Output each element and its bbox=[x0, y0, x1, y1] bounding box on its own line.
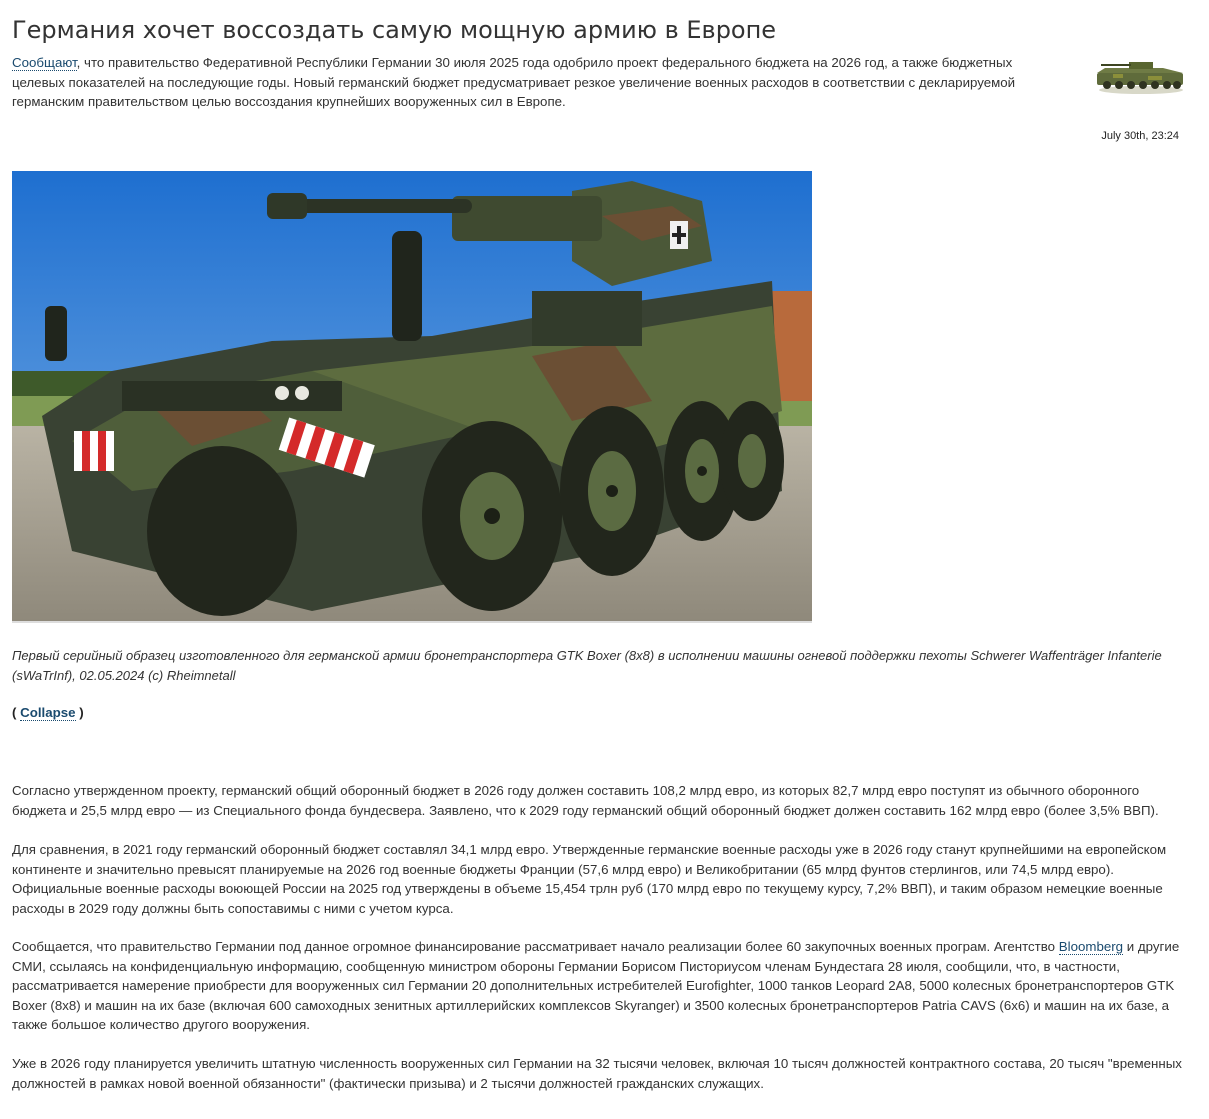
lead-text: , что правительство Федеративной Республики Германии 30 июля 2025 года одобрило проект федерального бюджета на 2026 год, а также бюджетных целевых показателей на последующие годы. Новый германский бюджет предусматривает резкое увеличение военных расходов в соответствии с декларируемой германским правительством целью воссоздания крупнейших вооруженных сил в Европе. bbox=[12, 55, 1016, 109]
paragraph-personnel: Уже в 2026 году планируется увеличить штатную численность вооруженных сил Германии на 32 тысячи человек, включая 10 тысяч должностей контрактного состава, 20 тысяч "временных должностей в рамках новой военной обязанности" (фактически призыва) и 2 тысячи должностей гражданских служащих. bbox=[12, 1056, 1182, 1091]
procurement-text-a: Сообщается, что правительство Германии под данное огромное финансирование рассматривает начало реализации более 60 закупочных военных програм. Агентство bbox=[12, 939, 1059, 954]
post-date: July 30th, 23:24 bbox=[1101, 130, 1179, 142]
article-lead bbox=[12, 53, 1052, 112]
procurement-text-b: и другие СМИ, ссылаясь на конфиденциальную информацию, сообщенную министром обороны Германии Борисом Писториусом членам Бундестага 28 июля, сообщили, что, в частности, рассматривается намерение приобрести для вооруженных сил Германии 20 дополнительных истребителей Eurofighter, 1000 танков Leopard 2A8, 5000 колесных бронетранспортеров GTK Boxer (8x8) и машин на их базе (включая 600 самоходных зенитных артиллерийских комплексов Skyranger) и 3500 колесных бронетранспортеров Patria CAVS (6x6) и машин на их базе, а также большое количество другого вооружения. bbox=[12, 939, 1180, 1032]
collapse-link[interactable]: Collapse bbox=[20, 705, 76, 720]
article-photo bbox=[12, 171, 812, 623]
collapse-control bbox=[12, 705, 84, 720]
bloomberg-link[interactable]: Bloomberg bbox=[1058, 939, 1124, 954]
article-title: Германия хочет воссоздать самую мощную армию в Европе bbox=[12, 16, 777, 44]
paragraph-procurement bbox=[12, 937, 1192, 1035]
paragraph-budget: Согласно утвержденном проекту, германский общий оборонный бюджет в 2026 году должен составить 108,2 млрд евро, из которых 82,7 млрд евро поступят из обычного оборонного бюджета и 25,5 млрд евро — из Специального фонда бундесвера. Заявлено, что к 2029 году германский общий оборонный бюджет должен составить 162 млрд евро (более 3,5% ВВП). bbox=[12, 783, 1159, 818]
photo-caption: Первый серийный образец изготовленного для германской армии бронетранспортера GTK Boxer (8x8) в исполнении машины огневой поддержки пехоты Schwerer Waffenträger Infanterie (sWaTrInf), 02.05.2024 (c) Rheimnetall bbox=[12, 648, 1162, 683]
collapse-open-paren: ( bbox=[12, 705, 21, 720]
tank-icon[interactable] bbox=[1093, 54, 1189, 96]
collapse-close-paren: ) bbox=[75, 705, 84, 720]
paragraph-comparison: Для сравнения, в 2021 году германский оборонный бюджет составлял 34,1 млрд евро. Утвержденные германские военные расходы уже в 2026 году станут крупнейшими на европейском континенте и значительно превысят планируемые на 2026 год военные бюджеты Франции (57,6 млрд евро) и Великобритании (65 млрд фунтов стерлингов, или 74,5 млрд евро). Официальные военные расходы воюющей России на 2025 год утверждены в объеме 15,454 трлн руб (170 млрд евро по текущему курсу, 7,2% ВВП), и таким образом немецкие военные расходы в 2029 году должны быть сопоставимы с ними с учетом курса. bbox=[12, 842, 1167, 916]
source-link[interactable]: Сообщают bbox=[12, 55, 77, 70]
